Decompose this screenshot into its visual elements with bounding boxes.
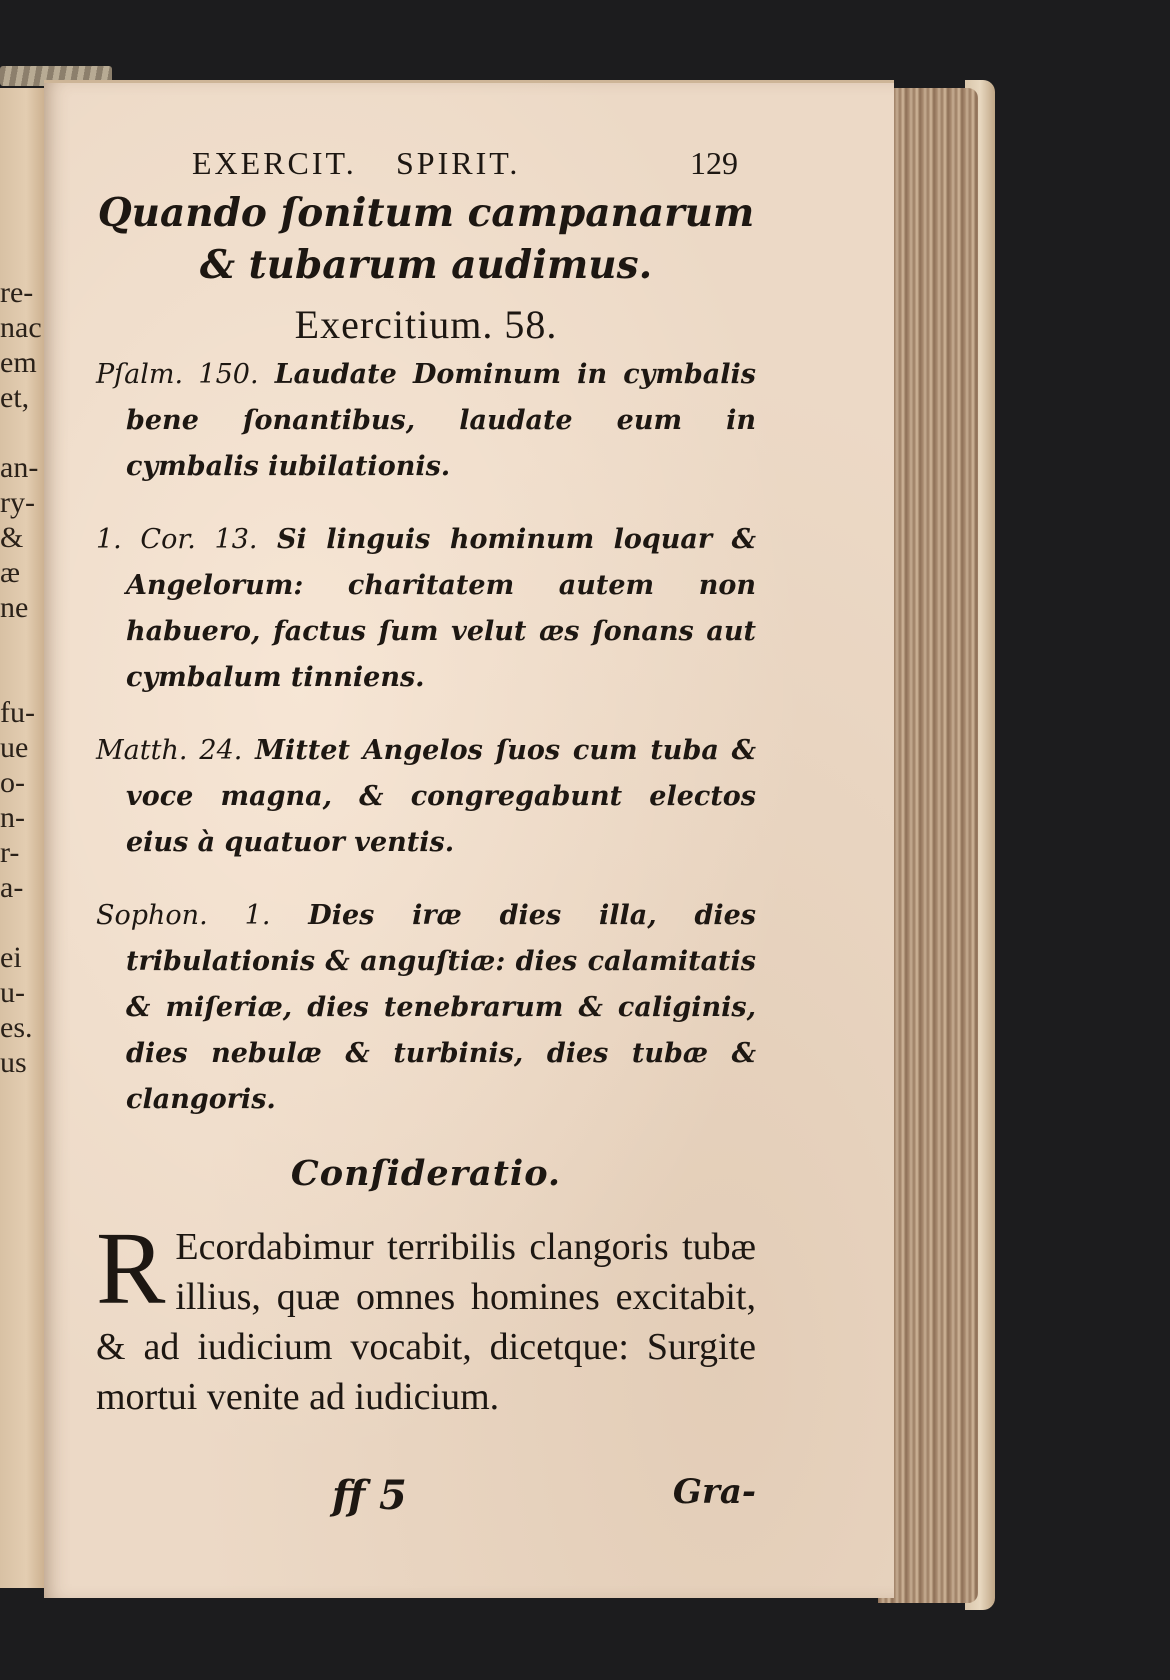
signature-mark: ff 5	[332, 1472, 407, 1519]
previous-page-fragment: fu-	[0, 698, 35, 729]
citation	[96, 517, 756, 701]
consideratio-heading: Conſideratio.	[290, 1153, 562, 1194]
consideratio-paragraph	[96, 1211, 756, 1422]
previous-page-edge	[0, 88, 46, 1588]
previous-page-fragment: ne	[0, 593, 29, 624]
section-title	[96, 187, 756, 291]
previous-page-fragment: ry-	[0, 488, 35, 519]
citation-reference: Pſalm. 150.	[96, 359, 259, 390]
previous-page-fragment: et,	[0, 383, 30, 414]
previous-page-fragment: us	[0, 1048, 27, 1079]
section-title-line-2: & tubarum audimus.	[199, 242, 653, 288]
citation-text: Si linguis hominum loquar & Angelorum: charitatem autem non habuero, factus ſum velut æs ſonans aut cymbalum tinniens.	[126, 524, 756, 693]
running-head-right: SPIRIT.	[396, 145, 521, 181]
section-title-line-1: Quando ſonitum campanarum	[97, 190, 755, 236]
previous-page-fragment: ei	[0, 943, 22, 974]
page-number: 129	[690, 145, 738, 181]
previous-page-fragment: an-	[0, 453, 39, 484]
citation	[96, 893, 756, 1123]
page-content	[96, 133, 756, 1522]
consideratio-text: Ecordabimur terribilis clangoris tubæ illius, quæ omnes homines excitabit, & ad iudicium vocabit, dicetque: Surgite mortui venite ad iudicium.	[96, 1226, 756, 1418]
previous-page-fragment	[0, 663, 44, 698]
citation-text: Laudate Dominum in cymbalis bene ſonantibus, laudate eum in cymbalis iubilationis.	[126, 359, 757, 482]
citation-text: Dies iræ dies illa, dies tribulationis & anguſtiæ: dies calamitatis & miſeriæ, dies tenebrarum & caliginis, dies nebulæ & turbinis, dies tubæ & clangoris.	[126, 900, 757, 1115]
citation-list	[96, 352, 756, 1123]
previous-page-fragment	[0, 418, 44, 453]
previous-page-fragment: æ	[0, 558, 21, 589]
previous-page-fragment: a-	[0, 873, 24, 904]
previous-page-fragment: n-	[0, 803, 25, 834]
page-footer	[96, 1462, 756, 1522]
citation-text: Mittet Angelos ſuos cum tuba & voce magna, & congregabunt electos eius à quatuor ventis.	[126, 735, 756, 858]
citation	[96, 352, 756, 490]
previous-page-fragment: u-	[0, 978, 25, 1009]
previous-page-fragment: r-	[0, 838, 20, 869]
previous-page-fragments	[0, 278, 44, 1083]
drop-cap: R	[96, 1211, 166, 1326]
citation-reference: Matth. 24.	[96, 735, 243, 766]
previous-page-fragment	[0, 908, 44, 943]
book-page	[44, 80, 894, 1598]
running-head	[96, 133, 756, 183]
previous-page-fragment: nac	[0, 313, 42, 344]
citation	[96, 728, 756, 866]
previous-page-fragment: es.	[0, 1013, 33, 1044]
exercise-number: Exercitium. 58.	[294, 302, 558, 347]
previous-page-fragment: o-	[0, 768, 25, 799]
catchword: Gra-	[672, 1472, 756, 1512]
previous-page-fragment: re-	[0, 278, 34, 309]
previous-page-fragment: ue	[0, 733, 29, 764]
previous-page-fragment: em	[0, 348, 37, 379]
citation-reference: Sophon. 1.	[96, 900, 271, 931]
previous-page-fragment	[0, 628, 44, 663]
running-head-left: EXERCIT.	[192, 145, 357, 181]
citation-reference: 1. Cor. 13.	[96, 524, 258, 555]
previous-page-fragment: &	[0, 523, 24, 554]
